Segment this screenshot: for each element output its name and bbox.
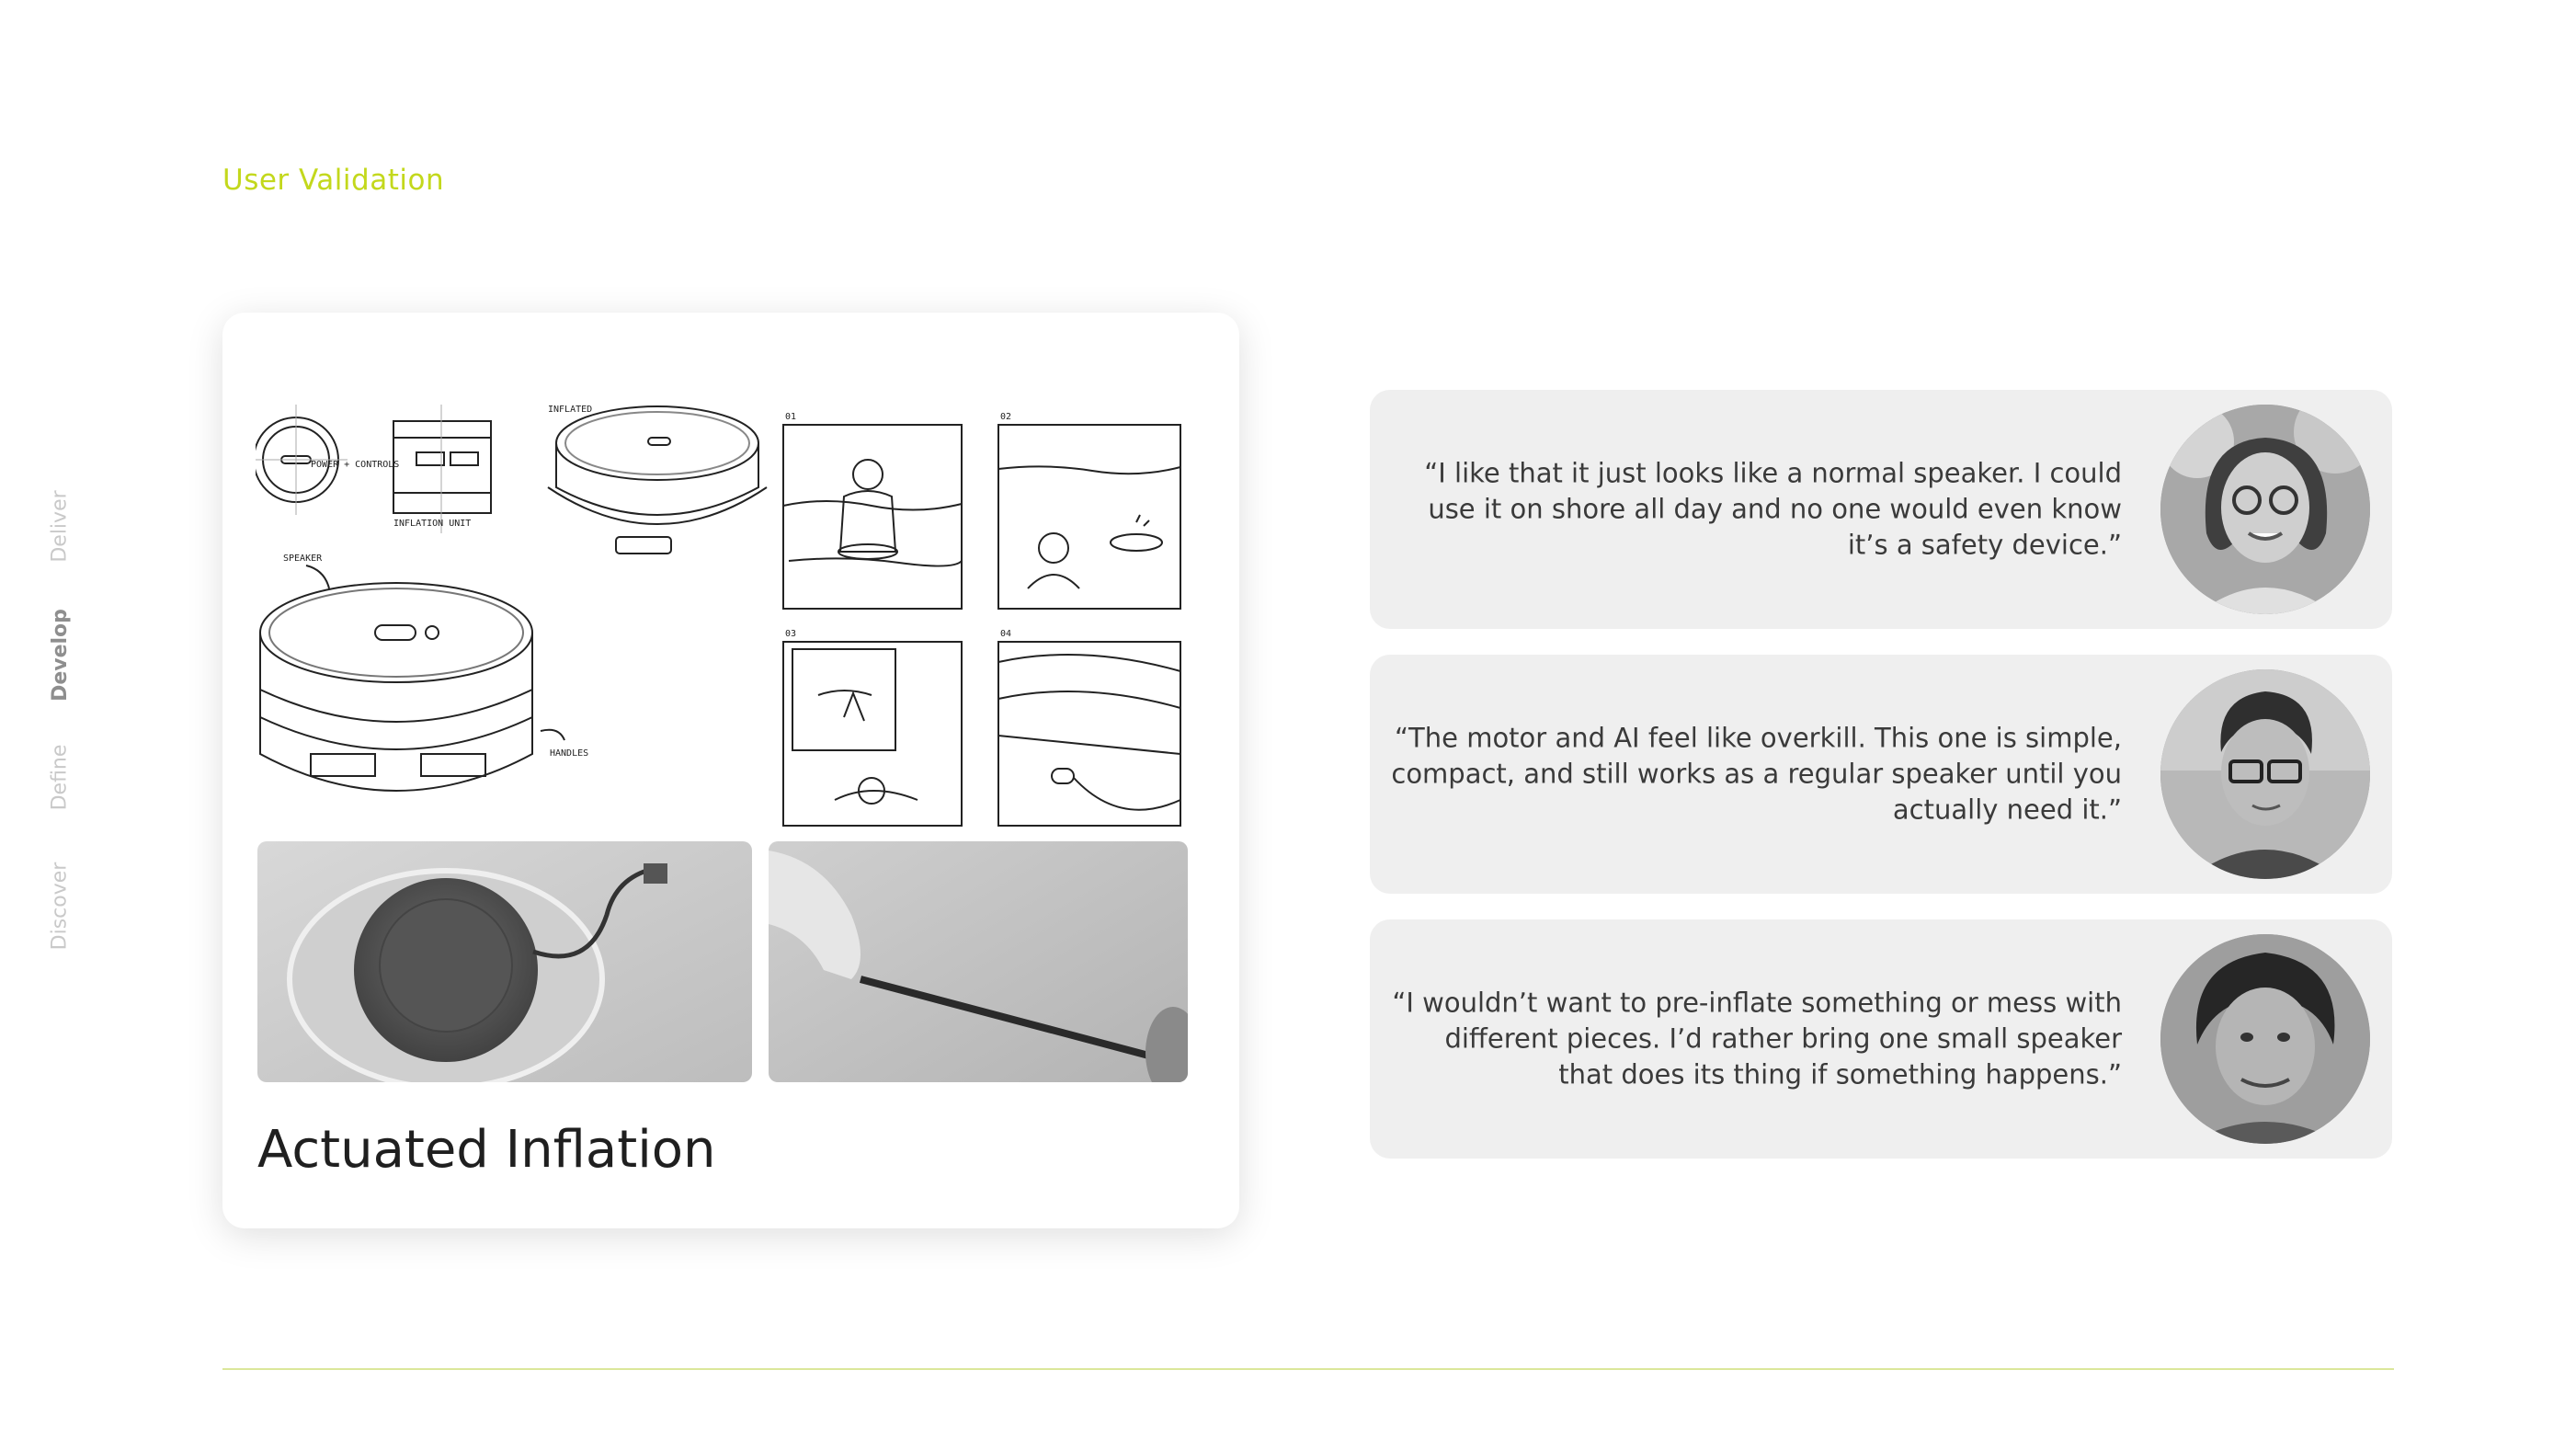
user-avatar <box>2160 405 2370 614</box>
storyboard-frame-03 <box>783 642 962 826</box>
user-quote-card <box>1370 919 2392 1159</box>
user-avatar <box>2160 934 2370 1144</box>
sketch-label-handles: HANDLES <box>550 748 589 759</box>
sketch-label-inflated: INFLATED <box>548 405 593 415</box>
inflated-sketch <box>548 406 767 554</box>
nav-item-define[interactable]: Define <box>48 744 72 810</box>
sketch-label-unit: INFLATION UNIT <box>393 519 472 529</box>
frame-number: 01 <box>785 412 797 422</box>
sketch-label-power: POWER + CONTROLS <box>311 460 400 470</box>
nav-item-discover[interactable]: Discover <box>48 862 72 950</box>
user-avatar <box>2160 669 2370 879</box>
frame-number: 04 <box>1000 629 1012 639</box>
concept-card <box>222 313 1239 1228</box>
nav-item-deliver[interactable]: Deliver <box>48 489 72 563</box>
speaker-sketch <box>260 583 532 791</box>
frame-number: 02 <box>1000 412 1012 422</box>
concept-title: Actuated Inflation <box>257 1120 716 1180</box>
side-navigation <box>37 478 83 975</box>
quote-text: “The motor and AI feel like overkill. This one is simple, compact, and still works as a regular speaker until you actually need it.” <box>1391 722 2122 826</box>
bottom-divider <box>222 1368 2394 1370</box>
frame-number: 03 <box>785 629 797 639</box>
storyboard-frame-02 <box>998 425 1180 609</box>
side-view-sketch <box>393 405 491 533</box>
quote-text: “I like that it just looks like a normal speaker. I could use it on shore all day and no one would even know it’s a safety device.” <box>1424 457 2122 561</box>
user-quote-card <box>1370 655 2392 894</box>
storyboard-frame-01 <box>783 425 962 609</box>
sketch-label-speaker: SPEAKER <box>283 554 323 564</box>
inflation-mechanism-photo <box>769 841 1188 1082</box>
user-quote-card <box>1370 390 2392 629</box>
section-label: User Validation <box>222 164 445 197</box>
prototype-photo <box>257 841 752 1082</box>
storyboard-frame-04 <box>998 642 1180 826</box>
nav-item-develop[interactable]: Develop <box>48 608 72 702</box>
quote-text: “I wouldn’t want to pre-inflate something or mess with different pieces. I’d rather bring one small speaker that does its thing if something happens.” <box>1392 987 2122 1090</box>
